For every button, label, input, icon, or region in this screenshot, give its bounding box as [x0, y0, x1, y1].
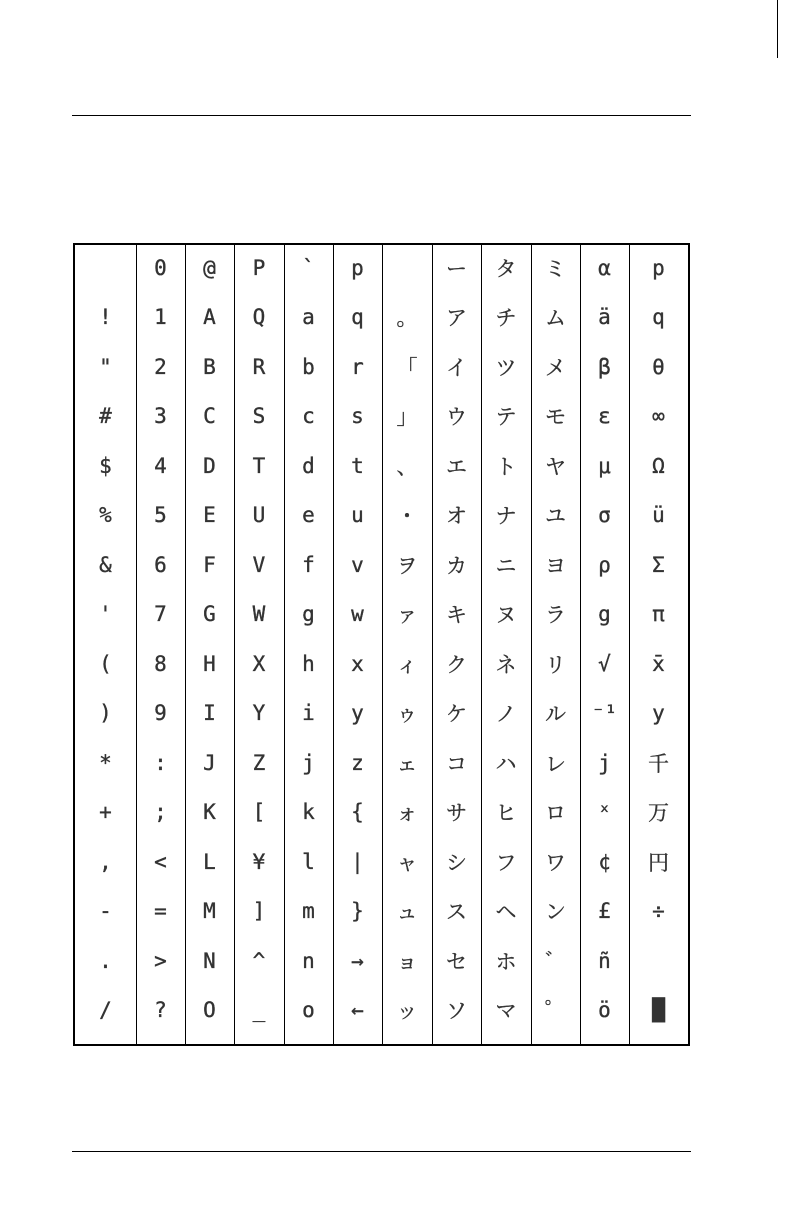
character-cell: "	[99, 354, 112, 379]
character-cell: 0	[154, 255, 167, 280]
character-cell: ナ	[495, 504, 517, 529]
character-cell: ム	[545, 306, 566, 331]
character-cell: セ	[446, 949, 467, 974]
character-cell: L	[203, 849, 216, 874]
character-cell: q	[652, 305, 665, 330]
character-cell: R	[252, 354, 266, 379]
character-cell: b	[302, 354, 315, 379]
character-cell: ]	[252, 899, 266, 924]
character-cell: ケ	[446, 702, 467, 727]
character-cell: S	[252, 404, 266, 429]
character-cell: {	[351, 800, 364, 825]
character-cell: o	[302, 998, 315, 1023]
character-cell: x	[351, 651, 364, 676]
character-cell: ÷	[652, 899, 665, 924]
character-cell: Y	[252, 701, 266, 726]
character-cell: 9	[154, 701, 167, 726]
character-cell: 」	[396, 405, 418, 430]
character-cell: π	[652, 602, 665, 627]
character-cell: x̄	[652, 651, 665, 676]
character-cell: ・	[396, 504, 418, 529]
character-cell: エ	[446, 454, 467, 479]
character-cell: ッ	[396, 999, 418, 1024]
character-cell: f	[302, 552, 315, 577]
character-cell: k	[302, 800, 315, 825]
character-cell: ハ	[495, 751, 517, 776]
character-cell: ヘ	[495, 900, 517, 925]
character-cell: A	[203, 305, 216, 330]
character-cell: &	[99, 552, 112, 577]
character-cell: P	[252, 255, 266, 280]
character-cell: K	[203, 800, 216, 825]
character-cell: |	[351, 849, 364, 874]
character-cell: ニ	[495, 553, 517, 578]
character-cell: ∞	[652, 404, 665, 429]
character-cell: 4	[154, 453, 167, 478]
character-cell: ソ	[446, 999, 467, 1024]
character-cell: ト	[495, 454, 517, 479]
character-cell: N	[203, 948, 216, 973]
character-cell: /	[99, 998, 112, 1023]
character-cell: >	[154, 948, 167, 973]
character-cell: O	[203, 998, 216, 1023]
character-cell: ö	[598, 998, 611, 1023]
character-cell: 千	[648, 751, 669, 776]
character-cell: l	[302, 849, 315, 874]
character-cell: イ	[446, 355, 467, 380]
character-cell: テ	[495, 405, 517, 430]
character-cell: D	[203, 453, 216, 478]
character-cell: 。	[396, 306, 418, 331]
character-cell: メ	[545, 355, 566, 380]
character-cell: ä	[598, 305, 611, 330]
character-cell: a	[302, 305, 315, 330]
character-cell: コ	[446, 751, 467, 776]
character-cell: @	[203, 255, 216, 280]
character-cell: V	[252, 552, 266, 577]
character-cell: 円	[648, 850, 669, 875]
character-cell: 万	[648, 801, 669, 826]
character-cell: ワ	[545, 850, 566, 875]
footer-rule	[72, 1151, 691, 1152]
character-cell: i	[302, 701, 315, 726]
character-cell: ュ	[396, 900, 418, 925]
character-cell: チ	[495, 306, 517, 331]
character-cell: 1	[154, 305, 167, 330]
character-cell: ヒ	[495, 801, 517, 826]
character-cell: 8	[154, 651, 167, 676]
character-cell: !	[99, 305, 112, 330]
character-cell: マ	[495, 999, 517, 1024]
character-cell: ホ	[495, 949, 517, 974]
character-cell: キ	[446, 603, 467, 628]
character-cell: ˣ	[598, 800, 611, 825]
character-cell: ヤ	[545, 454, 566, 479]
character-cell: I	[203, 701, 216, 726]
character-cell: +	[99, 800, 112, 825]
character-cell: ノ	[495, 702, 517, 727]
character-cell: M	[203, 899, 216, 924]
character-cell: ラ	[545, 603, 566, 628]
character-cell: g	[302, 602, 315, 627]
character-cell: ü	[652, 503, 665, 528]
character-cell: G	[203, 602, 216, 627]
character-cell: $	[99, 453, 112, 478]
character-cell: B	[203, 354, 216, 379]
character-cell: '	[99, 602, 112, 627]
character-cell: β	[598, 354, 611, 379]
character-cell: ー	[446, 256, 467, 281]
character-cell: モ	[545, 405, 566, 430]
character-cell: σ	[598, 503, 611, 528]
character-cell: オ	[446, 504, 467, 529]
character-cell: [	[252, 800, 266, 825]
character-cell: y	[652, 701, 665, 726]
character-cell: ρ	[598, 552, 611, 577]
character-cell: ツ	[495, 355, 517, 380]
character-cell: £	[598, 899, 611, 924]
character-cell: C	[203, 404, 216, 429]
character-cell: ñ	[598, 948, 611, 973]
character-cell: ¢	[598, 849, 611, 874]
character-cell: ε	[598, 404, 611, 429]
character-cell: シ	[446, 850, 467, 875]
character-cell: _	[252, 998, 266, 1023]
character-cell: α	[598, 255, 611, 280]
character-cell: 5	[154, 503, 167, 528]
character-cell: ?	[154, 998, 167, 1023]
character-cell: θ	[652, 354, 665, 379]
character-cell: 、	[396, 454, 418, 479]
character-cell: %	[99, 503, 112, 528]
character-cell: ロ	[545, 801, 566, 826]
character-cell: ←	[351, 998, 364, 1023]
character-cell: `	[302, 255, 315, 280]
character-cell: Z	[252, 750, 266, 775]
character-cell: ユ	[545, 504, 566, 529]
character-cell: -	[99, 899, 112, 924]
character-cell: ゛	[545, 949, 566, 974]
character-cell: ァ	[396, 603, 418, 628]
character-cell: ョ	[396, 949, 418, 974]
character-cell: ;	[154, 800, 167, 825]
page-edge-mark	[777, 0, 778, 58]
character-cell: e	[302, 503, 315, 528]
character-cell: W	[252, 602, 266, 627]
character-cell: j	[302, 750, 315, 775]
character-cell: h	[302, 651, 315, 676]
character-cell: ミ	[545, 256, 566, 281]
character-cell: Q	[252, 305, 266, 330]
character-cell: ゜	[545, 999, 566, 1024]
character-cell: (	[99, 651, 112, 676]
character-cell: j	[598, 750, 611, 775]
character-cell: :	[154, 750, 167, 775]
character-cell: X	[252, 651, 266, 676]
character-cell: █	[652, 998, 665, 1023]
character-cell: ネ	[495, 652, 517, 677]
character-cell: カ	[446, 553, 467, 578]
character-cell: →	[351, 948, 364, 973]
character-cell: p	[652, 255, 665, 280]
character-cell	[75, 243, 136, 293]
character-cell: g	[598, 602, 611, 627]
character-cell: T	[252, 453, 266, 478]
character-cell: p	[351, 255, 364, 280]
character-cell: ォ	[396, 801, 418, 826]
character-cell: )	[99, 701, 112, 726]
character-cell: √	[598, 651, 611, 676]
character-cell: w	[351, 602, 364, 627]
character-cell: ,	[99, 849, 112, 874]
character-cell: H	[203, 651, 216, 676]
character-cell: r	[351, 354, 364, 379]
character-cell: レ	[545, 751, 566, 776]
character-cell: 2	[154, 354, 167, 379]
character-cell: #	[99, 404, 112, 429]
character-cell: ゥ	[396, 702, 418, 727]
character-cell: E	[203, 503, 216, 528]
character-cell: c	[302, 404, 315, 429]
character-cell: u	[351, 503, 364, 528]
character-cell: y	[351, 701, 364, 726]
character-cell: サ	[446, 801, 467, 826]
character-cell: ェ	[396, 751, 418, 776]
character-cell: ィ	[396, 652, 418, 677]
character-cell: ヨ	[545, 553, 566, 578]
character-cell	[382, 243, 432, 293]
character-cell: m	[302, 899, 315, 924]
character-cell: タ	[495, 256, 517, 281]
character-cell: ル	[545, 702, 566, 727]
character-cell: ス	[446, 900, 467, 925]
character-cell: 3	[154, 404, 167, 429]
character-cell: ウ	[446, 405, 467, 430]
character-cell: 「	[396, 355, 418, 380]
character-cell: ヌ	[495, 603, 517, 628]
character-cell: <	[154, 849, 167, 874]
character-cell: ¥	[252, 849, 266, 874]
character-cell: }	[351, 899, 364, 924]
character-cell: ^	[252, 948, 266, 973]
character-cell: .	[99, 948, 112, 973]
character-cell	[629, 936, 688, 986]
character-cell: 6	[154, 552, 167, 577]
character-cell: ク	[446, 652, 467, 677]
character-cell: t	[351, 453, 364, 478]
character-cell: フ	[495, 850, 517, 875]
character-cell: Ω	[652, 453, 665, 478]
character-cell: ア	[446, 306, 467, 331]
character-cell: n	[302, 948, 315, 973]
character-cell: *	[99, 750, 112, 775]
character-cell: v	[351, 552, 364, 577]
character-cell: U	[252, 503, 266, 528]
character-cell: Σ	[652, 552, 665, 577]
character-cell: d	[302, 453, 315, 478]
character-cell: μ	[598, 453, 611, 478]
character-cell: F	[203, 552, 216, 577]
character-cell: s	[351, 404, 364, 429]
character-cell: ャ	[396, 850, 418, 875]
character-cell: =	[154, 899, 167, 924]
character-cell: ⁻¹	[591, 701, 618, 726]
character-cell: ヲ	[396, 553, 418, 578]
character-cell: z	[351, 750, 364, 775]
character-cell: リ	[545, 652, 566, 677]
character-cell: q	[351, 305, 364, 330]
character-cell: J	[203, 750, 216, 775]
character-cell: 7	[154, 602, 167, 627]
character-cell: ン	[545, 900, 566, 925]
character-set-table	[73, 243, 690, 1046]
header-rule	[72, 115, 691, 116]
